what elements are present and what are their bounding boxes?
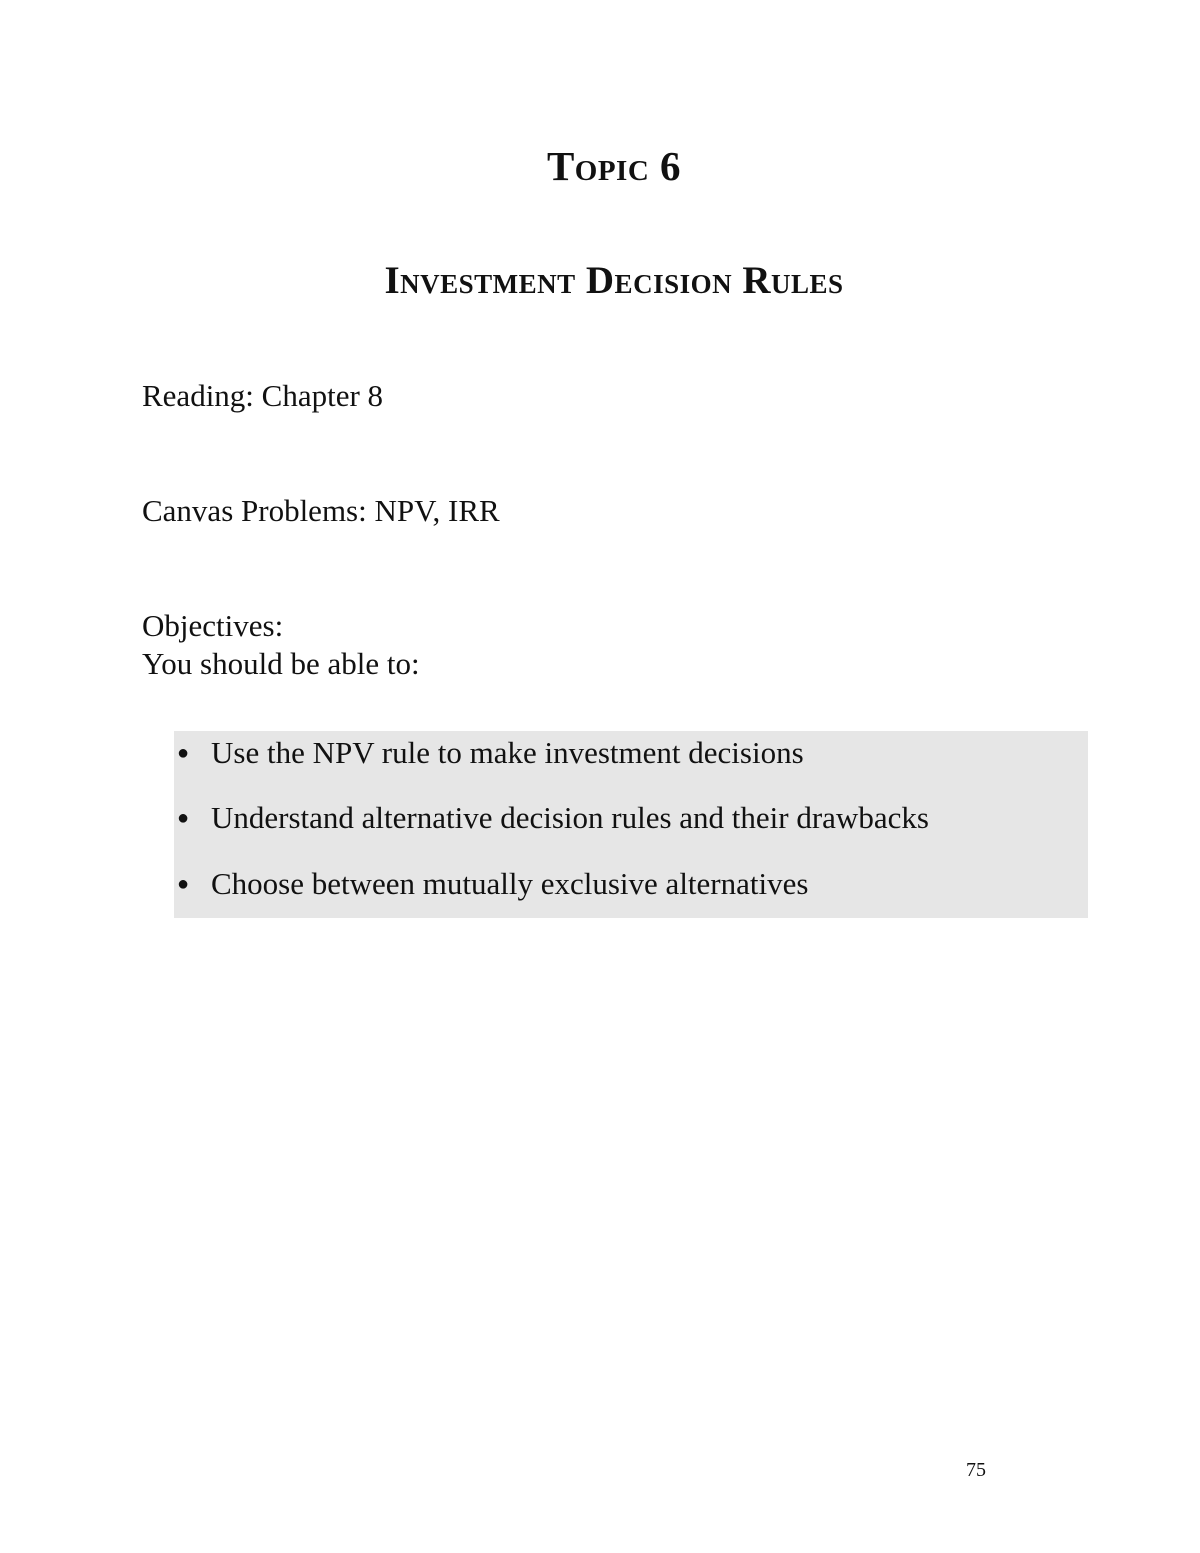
objectives-box — [174, 731, 1088, 918]
bullet-icon: ● — [177, 742, 190, 764]
bullet-icon: ● — [177, 873, 190, 895]
objective-text: Understand alternative decision rules and their drawbacks — [211, 800, 929, 835]
objective-text: Use the NPV rule to make investment decisions — [211, 735, 804, 770]
page-title: Investment Decision Rules — [384, 259, 844, 302]
reading-line: Reading: Chapter 8 — [142, 378, 384, 413]
objectives-intro: You should be able to: — [142, 646, 420, 681]
canvas-problems-line: Canvas Problems: NPV, IRR — [142, 493, 500, 528]
topic-heading: Topic 6 — [546, 143, 682, 189]
objective-text: Choose between mutually exclusive alternatives — [211, 866, 809, 901]
bullet-icon: ● — [177, 807, 190, 829]
objectives-label: Objectives: — [142, 608, 284, 643]
page-number: 75 — [966, 1459, 986, 1481]
